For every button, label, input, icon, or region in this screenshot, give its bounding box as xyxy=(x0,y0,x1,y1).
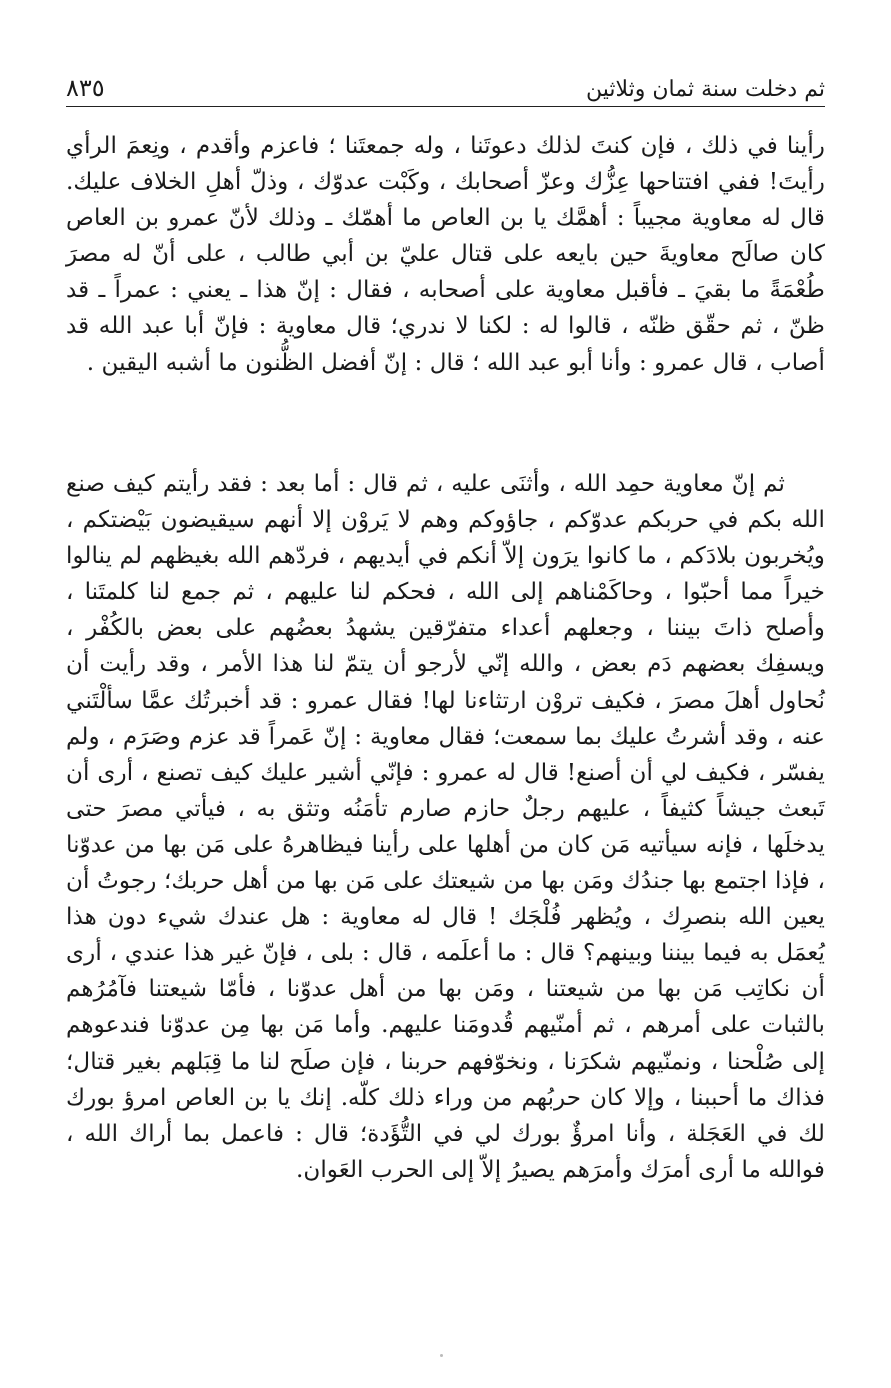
paragraph: رأينا في ذلك ، فإن كنتَ لذلك دعوتَنا ، وله جمعتَنا ؛ فاعزم وأقدم ، ونِعمَ الرأي رأيتَ! ففي افتتاحها عِزُّك وعزّ أصحابك ، وكَبْت عدوّك ، وذلّ أهلِ الخلاف عليك. قال له معاوية مجيباً : أهمَّك يا بن العاص ما أهمّك ـ وذلك لأنّ عمرو بن العاص كان صالَح معاويةَ حين بايعه على قتال عليّ بن أبي طالب ، على أنّ له مصرَ طُعْمَةً ما بقيَ ـ فأقبل معاوية على أصحابه ، فقال : إنّ هذا ـ يعني : عمراً ـ قد ظنّ ، ثم حقّق ظنّه ، قالوا له : لكنا لا ندري؛ قال معاوية : فإنّ أبا عبد الله قد أصاب ، قال عمرو : وأنا أبو عبد الله ؛ قال : إنّ أفضل الظُّنون ما أشبه اليقين . xyxy=(66,132,825,376)
footer-mark xyxy=(440,1354,443,1357)
running-title: ثم دخلت سنة ثمان وثلاثين xyxy=(586,77,825,102)
paragraph: ثم إنّ معاوية حمِد الله ، وأثنَى عليه ، ثم قال : أما بعد : فقد رأيتم كيف صنع الله بكم في حربكم عدوّكم ، جاؤوكم وهم لا يَروْن إلا أنهم سيقيضون بَيْضتكم ، ويُخربون بلادَكم ، ما كانوا يرَون إلاّ أنكم في أيديهم ، فردّهم الله بغيظهم لم ينالوا خيراً مما أحبّوا ، وحاكَمْناهم إلى الله ، فحكم لنا عليهم ، ثم جمع لنا كلمتَنا ، وأصلح ذاتَ بيننا ، وجعلهم أعداء متفرّقين يشهدُ بعضُهم على بعض بالكُفْر ، ويسفِك بعضهم دَم بعض ، والله إنّي لأرجو أن يتمّ لنا هذا الأمر ، وقد رأيت أن نُحاول أهلَ مصرَ ، فكيف تروْن ارتثاءنا لها! فقال عمرو : قد أخبرتُك عمَّا سألْتَني عنه ، وقد أشرتُ عليك بما سمعت؛ فقال معاوية : إنّ عَمراً قد عزم وصَرَم ، ولم يفسّر ، فكيف لي أن أصنع! قال له عمرو : فإنّي أشير عليك كيف تصنع ، أرى أن تَبعث جيشاً كثيفاً ، عليهم رجلٌ حازم صارم تأمَنُه وتثق به ، فيأتي مصرَ حتى يدخلَها ، فإنه سيأتيه مَن كان من أهلها على رأينا فيظاهرهُ على مَن بها من عدوّنا ، فإذا اجتمع بها جندُك ومَن بها من شيعتك على مَن بها من أهل حربك؛ رجوتُ أن يعين الله بنصرِك ، ويُظهر فُلْجَك ! قال له معاوية : هل عندك شيء دون هذا يُعمَل به فيما بيننا وبينهم؟ قال : ما أعلَمه ، قال : بلى ، فإنّ غير هذا عندي ، أرى أن نكاتِب مَن بها من شيعتنا ، ومَن بها من أهل عدوّنا ، فأمّا شيعتنا فآمُرُهم بالثبات على أمرهم ، ثم أمنّيهم قُدومَنا عليهم. وأما مَن بها مِن عدوّنا فندعوهم إلى صُلْحنا ، ونمنّيهم شكرَنا ، ونخوّفهم حربنا ، فإن صلَح لنا ما قِبَلهم بغير قتال؛ فذاك ما أحببنا ، وإلا كان حربُهم من وراء ذلك كلّه. إنك يا بن العاص امرؤ بورك لك في العَجَلة ، وأنا امرؤٌ بورك لي في التُّؤَدة؛ قال : فاعمل بما أراك الله ، فوالله ما أرى أمرَك وأمرَهم يصيرُ إلاّ إلى الحرب العَوان. xyxy=(66,470,825,1183)
page-header xyxy=(66,62,825,107)
page-number: ٨٣٥ xyxy=(66,74,105,102)
